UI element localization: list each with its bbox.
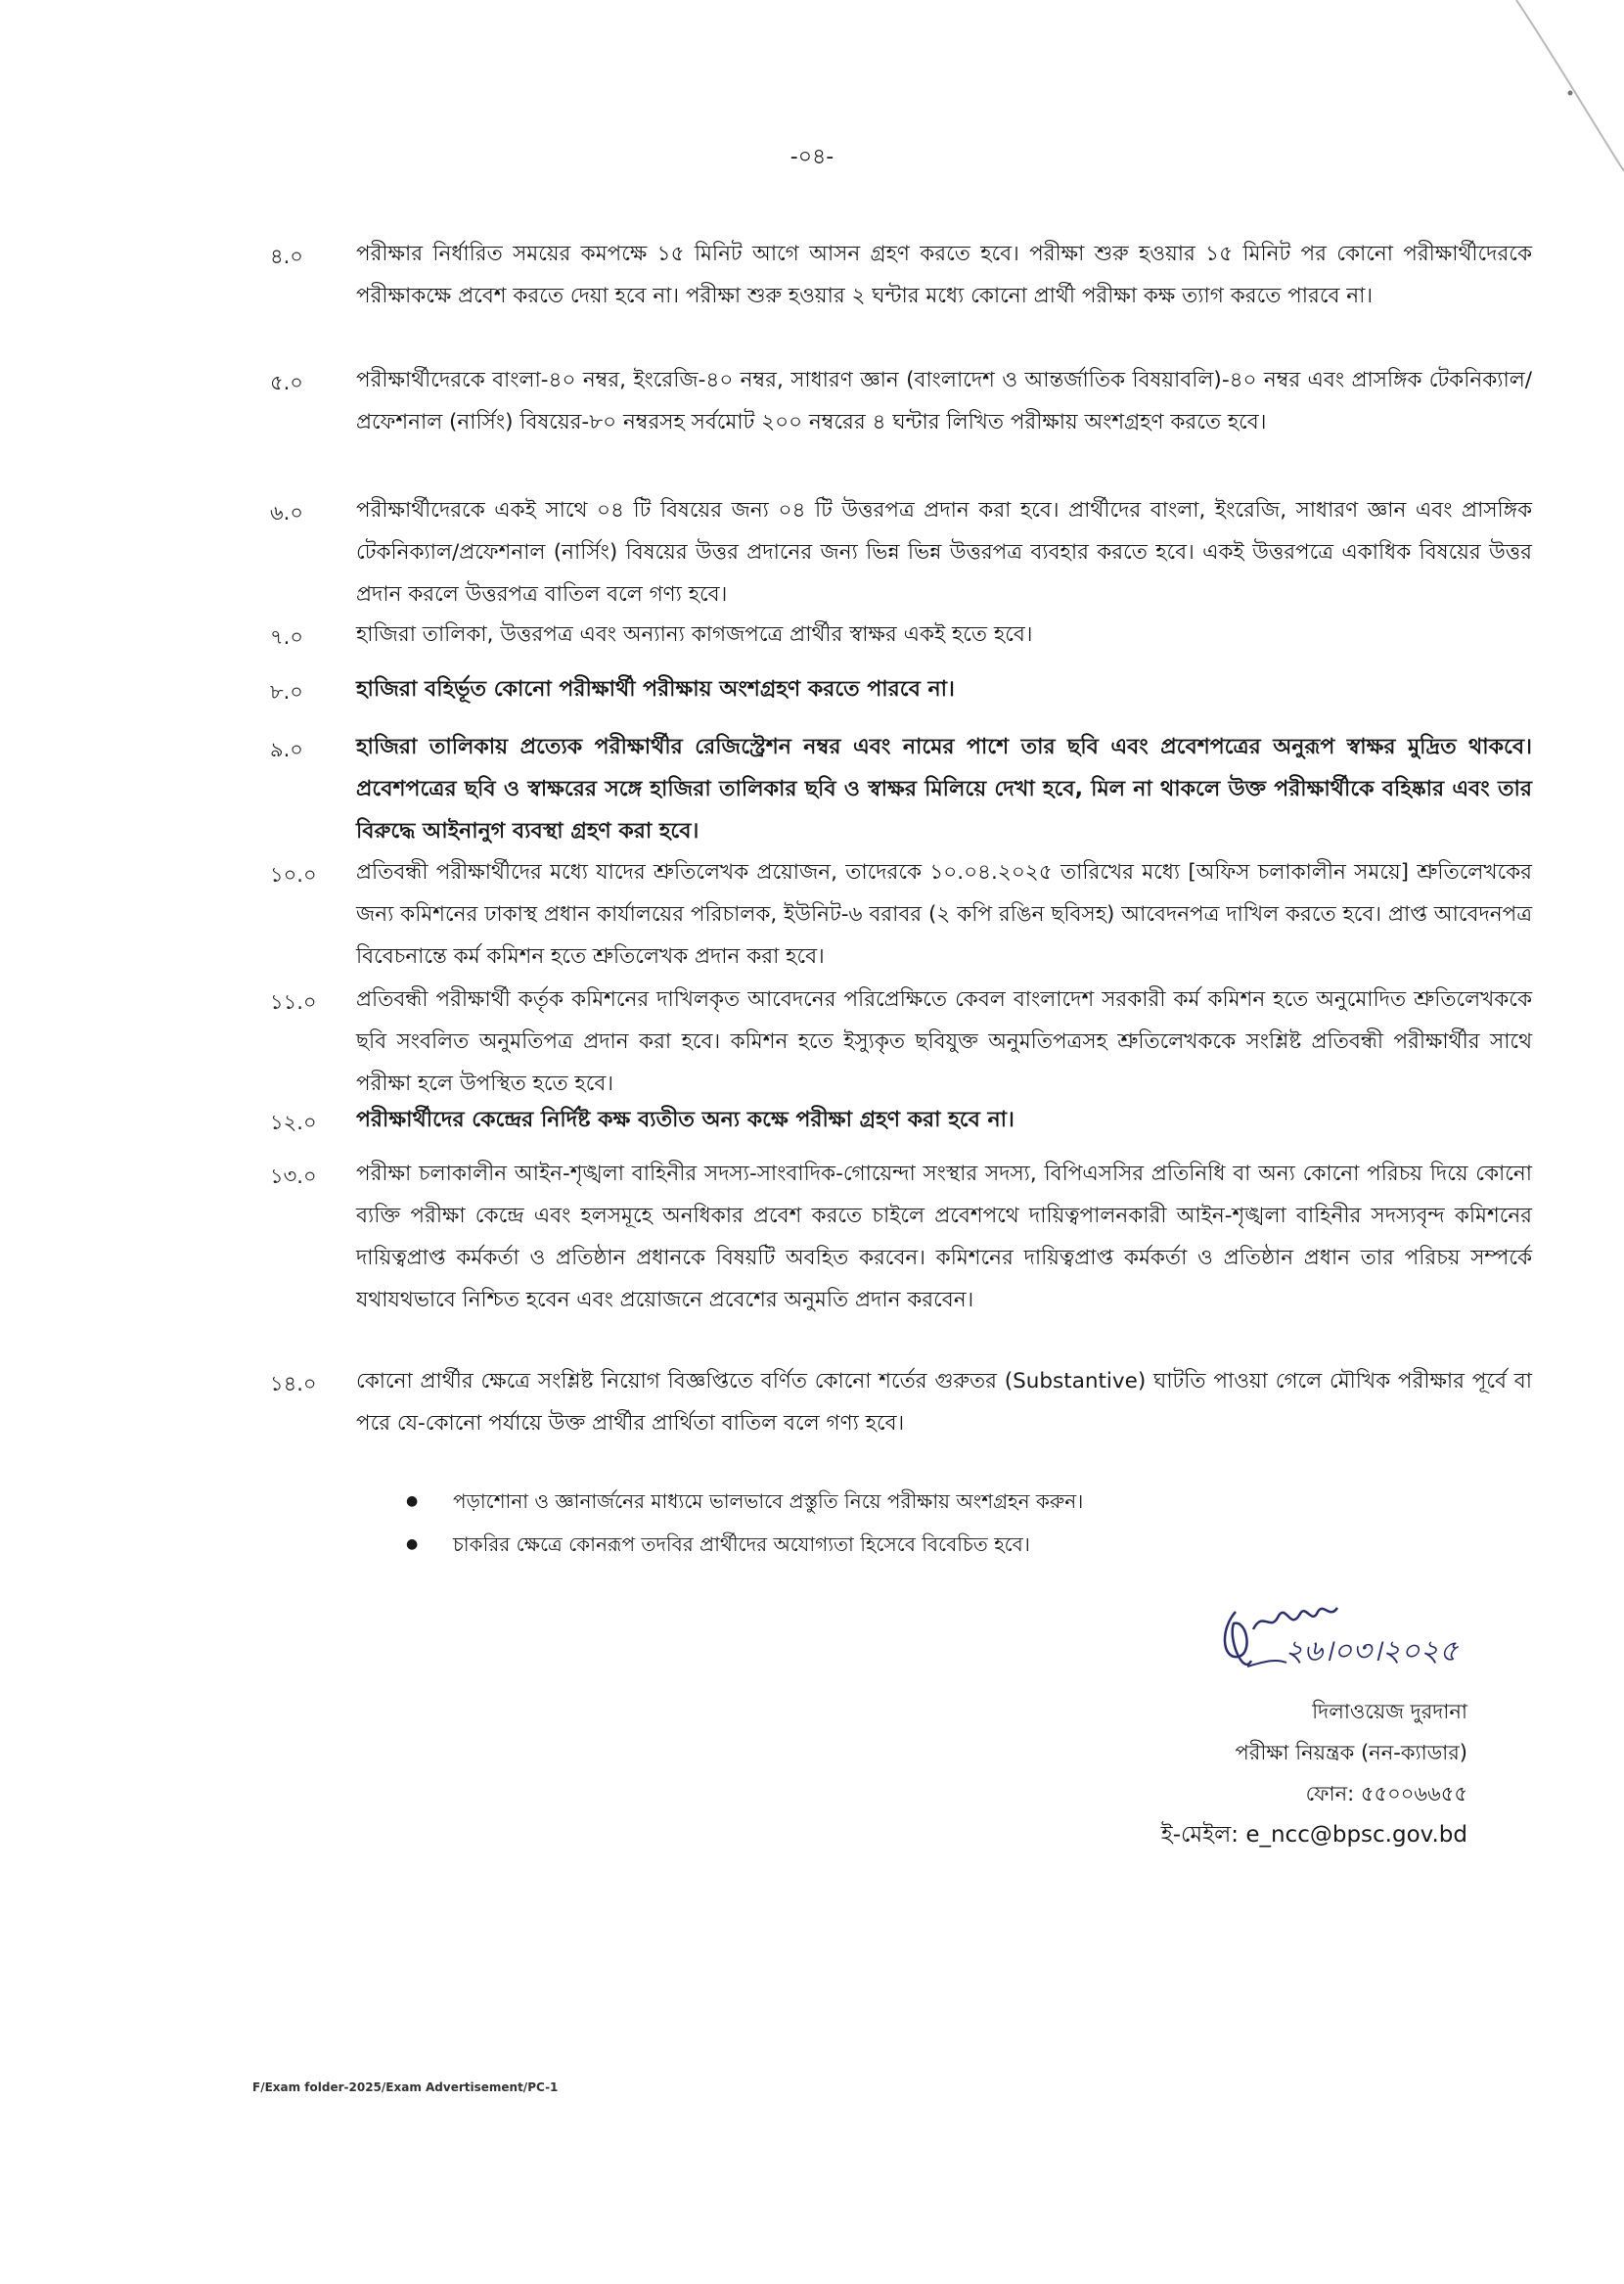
handwritten-signature: [1208, 1590, 1502, 1688]
instruction-item: [270, 489, 1532, 616]
item-text: পরীক্ষার্থীদেরকে বাংলা-৪০ নম্বর, ইংরেজি-৪০ নম্বর, সাধারণ জ্ঞান (বাংলাদেশ ও আন্তর্জাতিক বিষয়াবলি)-৪০ নম্বর এবং প্রাসঙ্গিক টেকনিক্যাল/প্রফেশনাল (নার্সিং) বিষয়ের-৮০ নম্বরসহ সর্বমোট ২০০ নম্বরের ৪ ঘন্টার লিখিত পরীক্ষায় অংশগ্রহণ করতে হবে।: [356, 368, 1532, 434]
instruction-item: [270, 359, 1532, 443]
item-text: পরীক্ষার্থীদেরকে একই সাথে ০৪ টি বিষয়ের জন্য ০৪ টি উত্তরপত্র প্রদান করা হবে। প্রার্থীদের বাংলা, ইংরেজি, সাধারণ জ্ঞান এবং প্রাসঙ্গিক টেকনিক্যাল/প্রফেশনাল (নার্সিং) বিষয়ের উত্তর প্রদানের জন্য ভিন্ন ভিন্ন উত্তরপত্র ব্যবহার করতে হবে। একই উত্তরপত্রে একাধিক বিষয়ের উত্তর প্রদান করলে উত্তরপত্র বাতিল বলে গণ্য হবে।: [356, 498, 1532, 607]
item-text: প্রতিবন্ধী পরীক্ষার্থীদের মধ্যে যাদের শ্রুতিলেখক প্রয়োজন, তাদেরকে ১০.০৪.২০২৫ তারিখের মধ্যে [অফিস চলাকালীন সময়ে] শ্রুতিলেখকের জন্য কমিশনের ঢাকাস্থ প্রধান কার্যালয়ের পরিচালক, ইউনিট-৬ বরাবর (২ কপি রঙিন ছবিসহ) আবেদনপত্র দাখিল করতে হবে। প্রাপ্ত আবেদনপত্র বিবেচনান্তে কর্ম কমিশন হতে শ্রুতিলেখক প্রদান করা হবে।: [356, 860, 1532, 969]
item-number: ৯.০: [270, 738, 303, 761]
instruction-item: [270, 233, 1532, 317]
signatory-name: দিলাওয়েজ দুরদানা: [1312, 1700, 1467, 1723]
item-text: কোনো প্রার্থীর ক্ষেত্রে সংশ্লিষ্ট নিয়োগ বিজ্ঞপ্তিতে বর্ণিত কোনো শর্তের গুরুতর (Substantive) ঘাটতি পাওয়া গেলে মৌখিক পরীক্ষার পূর্বে বা পরে যে-কোনো পর্যায়ে উক্ত প্রার্থীর প্রার্থিতা বাতিল বলে গণ্য হবে।: [356, 1369, 1532, 1436]
instruction-item: [270, 726, 1532, 852]
item-text: পরীক্ষার নির্ধারিত সময়ের কমপক্ষে ১৫ মিনিট আগে আসন গ্রহণ করতে হবে। পরীক্ষা শুরু হওয়ার ১৫ মিনিট পর কোনো পরীক্ষার্থীদেরকে পরীক্ষাকক্ষে প্রবেশ করতে দেয়া হবে না। পরীক্ষা শুরু হওয়ার ২ ঘন্টার মধ্যে কোনো প্রার্থী পরীক্ষা কক্ষ ত্যাগ করতে পারবে না।: [356, 242, 1532, 308]
page-number: -০৪-: [789, 145, 835, 169]
instruction-item: [270, 979, 1532, 1105]
item-number: ১৪.০: [270, 1372, 317, 1395]
item-number: ৭.০: [270, 625, 303, 649]
signature-date: ২৬।০৩।২০২৫: [1285, 1634, 1459, 1668]
item-text: হাজিরা তালিকায় প্রত্যেক পরীক্ষার্থীর রেজিস্ট্রেশন নম্বর এবং নামের পাশে তার ছবি এবং প্রবেশপত্রের অনুরূপ স্বাক্ষর মুদ্রিত থাকবে। প্রবেশপত্রের ছবি ও স্বাক্ষরের সঙ্গে হাজিরা তালিকার ছবি ও স্বাক্ষর মিলিয়ে দেখা হবে, মিল না থাকলে উক্ত পরীক্ষার্থীকে বহিষ্কার এবং তার বিরুদ্ধে আইনানুগ ব্যবস্থা গ্রহণ করা হবে।: [356, 735, 1532, 844]
item-text: হাজিরা তালিকা, উত্তরপত্র এবং অন্যান্য কাগজপত্রে প্রার্থীর স্বাক্ষর একই হতে হবে।: [356, 622, 1033, 647]
advice-bullets: [406, 1480, 1482, 1566]
instruction-item: [270, 1360, 1532, 1444]
item-number: ১১.০: [270, 990, 317, 1014]
signatory-email: ই-মেইল: e_ncc@bpsc.gov.bd: [1160, 1822, 1467, 1848]
instruction-item: [270, 851, 1532, 978]
item-number: ১০.০: [270, 863, 317, 887]
instruction-item: [270, 668, 1532, 710]
item-number: ৪.০: [270, 245, 303, 268]
item-text: প্রতিবন্ধী পরীক্ষার্থী কর্তৃক কমিশনের দাখিলকৃত আবেদনের পরিপ্রেক্ষিতে কেবল বাংলাদেশ সরকারী কর্ম কমিশন হতে অনুমোদিত শ্রুতিলেখককে ছবি সংবলিত অনুমতিপত্র প্রদান করা হবে। কমিশন হতে ইস্যুকৃত ছবিযুক্ত অনুমতিপত্রসহ শ্রুতিলেখককে সংশ্লিষ্ট প্রতিবন্ধী পরীক্ষার্থীর সাথে পরীক্ষা হলে উপস্থিত হতে হবে।: [356, 987, 1532, 1096]
bullet-item: ● চাকরির ক্ষেত্রে কোনরূপ তদবির প্রার্থীদের অযোগ্যতা হিসেবে বিবেচিত হবে।: [406, 1523, 1482, 1566]
item-text: হাজিরা বহির্ভূত কোনো পরীক্ষার্থী পরীক্ষায় অংশগ্রহণ করতে পারবে না।: [356, 677, 955, 702]
item-number: ১২.০: [270, 1111, 317, 1134]
signatory-designation: পরীক্ষা নিয়ন্ত্রক (নন-ক্যাডার): [1235, 1741, 1467, 1764]
signatory-block: [1076, 1691, 1467, 1855]
instruction-item: [270, 1099, 1532, 1141]
instruction-item: [270, 1153, 1532, 1321]
item-number: ৫.০: [270, 371, 303, 394]
instruction-item: [270, 614, 1532, 656]
item-text: পরীক্ষার্থীদের কেন্দ্রের নির্দিষ্ট কক্ষ ব্যতীত অন্য কক্ষে পরীক্ষা গ্রহণ করা হবে না।: [356, 1108, 1015, 1132]
item-number: ৮.০: [270, 680, 303, 704]
footer-file-path: F/Exam folder-2025/Exam Advertisement/PC-1: [252, 2080, 559, 2094]
bullet-item: ● পড়াশোনা ও জ্ঞানার্জনের মাধ্যমে ভালভাবে প্রস্তুতি নিয়ে পরীক্ষায় অংশগ্রহন করুন।: [406, 1480, 1482, 1523]
item-number: ১৩.০: [270, 1165, 317, 1188]
item-number: ৬.০: [270, 501, 303, 525]
signatory-phone: ফোন: ৫৫০০৬৬৫৫: [1305, 1782, 1467, 1805]
item-text: পরীক্ষা চলাকালীন আইন-শৃঙ্খলা বাহিনীর সদস্য-সাংবাদিক-গোয়েন্দা সংস্থার সদস্য, বিপিএসসির প্রতিনিধি বা অন্য কোনো পরিচয় দিয়ে কোনো ব্যক্তি পরীক্ষা কেন্দ্রে এবং হলসমূহে অনধিকার প্রবেশ করতে চাইলে প্রবেশপথে দায়িত্বপালনকারী আইন-শৃঙ্খলা বাহিনীর সদস্যবৃন্দ কমিশনের দায়িত্বপ্রাপ্ত কর্মকর্তা ও প্রতিষ্ঠান প্রধানকে বিষয়টি অবহিত করবেন। কমিশনের দায়িত্বপ্রাপ্ত কর্মকর্তা ও প্রতিষ্ঠান প্রধান তার পরিচয় সম্পর্কে যথাযথভাবে নিশ্চিত হবেন এবং প্রয়োজনে প্রবেশের অনুমতি প্রদান করবেন।: [356, 1162, 1532, 1312]
